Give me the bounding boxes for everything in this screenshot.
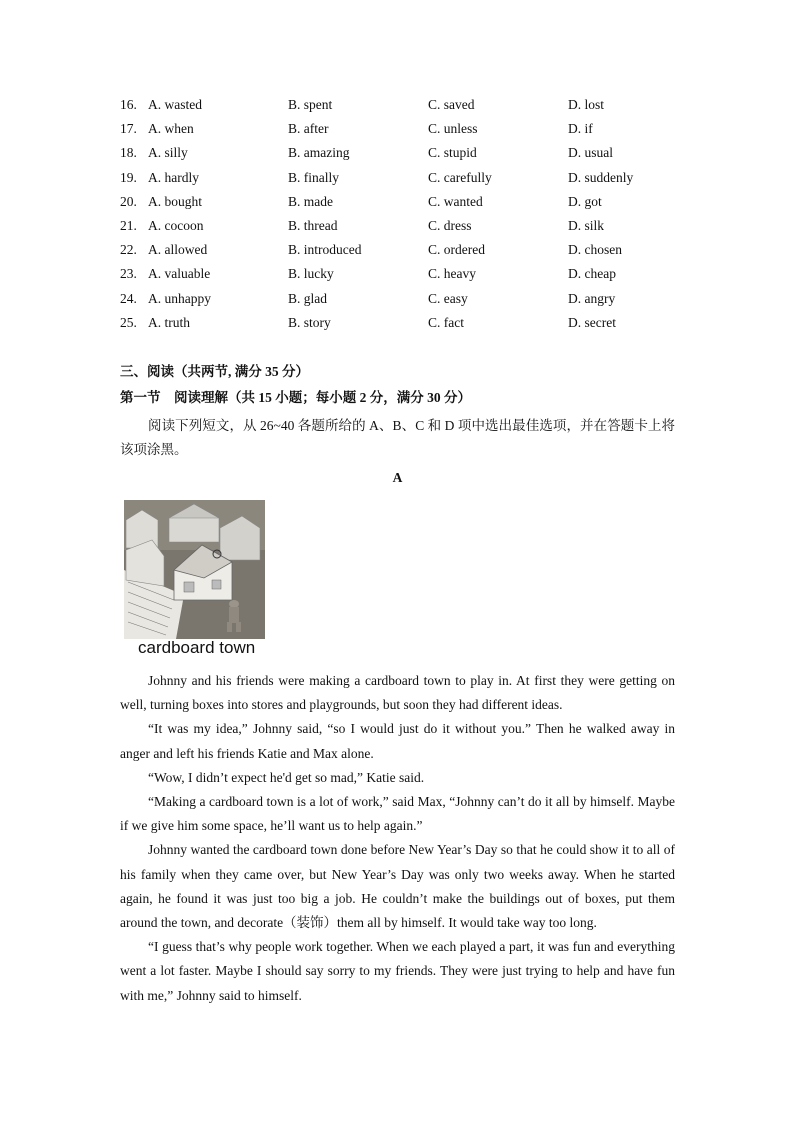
option-d: D. silk <box>568 217 605 233</box>
passage-paragraph: Johnny and his friends were making a cardboard town to play in. At first they were getting on well, turning boxes into stores and playgrounds, but soon they had different ideas. <box>120 673 675 713</box>
option-b: B. story <box>288 314 331 330</box>
option-row-25 <box>120 313 680 337</box>
option-row-20 <box>120 192 680 216</box>
instruction-text: 阅读下列短文，从 26~40 各题所给的 A、B、C 和 D 项中选出最佳选项，并在答题卡上将该项涂黑。 <box>120 418 675 457</box>
cardboard-town-photo <box>124 500 265 639</box>
passage-paragraph: “I guess that’s why people work together. When we each played a part, it was fun and everything went a lot faster. Maybe I should say sorry to my friends. They were just trying to help and have fun with me,” Johnny said to himself. <box>120 939 675 1003</box>
section-heading: 三、阅读（共两节, 满分 35 分） <box>120 364 309 379</box>
reading-passage <box>120 669 675 1008</box>
option-c: C. stupid <box>428 145 477 161</box>
question-number: 21. <box>120 217 137 233</box>
passage-paragraph: “Wow, I didn’t expect he'd get so mad,” Katie said. <box>148 769 425 785</box>
option-b: B. spent <box>288 97 333 112</box>
question-number: 17. <box>120 121 137 137</box>
option-a: A. hardly <box>148 169 199 185</box>
option-b: B. made <box>288 193 333 209</box>
option-a: A. silly <box>148 145 188 161</box>
option-row-16 <box>120 95 680 119</box>
option-b: B. finally <box>288 169 339 185</box>
option-a: A. cocoon <box>148 217 204 233</box>
option-c: C. dress <box>428 217 472 233</box>
answer-options-list <box>120 95 680 337</box>
option-d: D. usual <box>568 145 613 161</box>
option-d: D. got <box>568 193 602 209</box>
option-a: A. bought <box>148 193 202 209</box>
option-b: B. introduced <box>288 242 362 258</box>
option-a: A. wasted <box>148 97 202 112</box>
question-number: 23. <box>120 266 137 282</box>
question-number: 16. <box>120 97 137 112</box>
option-d: D. cheap <box>568 266 616 282</box>
option-b: B. amazing <box>288 145 350 161</box>
passage-paragraph: “Making a cardboard town is a lot of work,” said Max, “Johnny can’t do it all by himself. Maybe if we give him some space, he’ll want us to help again.” <box>120 794 675 834</box>
option-a: A. when <box>148 121 194 137</box>
question-number: 19. <box>120 169 137 185</box>
passage-label: A <box>392 470 403 485</box>
option-row-18 <box>120 143 680 167</box>
option-d: D. suddenly <box>568 169 634 185</box>
option-c: C. unless <box>428 121 478 137</box>
option-d: D. if <box>568 121 593 137</box>
option-c: C. wanted <box>428 193 483 209</box>
option-a: A. truth <box>148 314 190 330</box>
option-c: C. ordered <box>428 242 485 258</box>
image-caption: cardboard town <box>138 638 256 657</box>
option-row-23 <box>120 264 680 288</box>
option-c: C. heavy <box>428 266 476 282</box>
option-d: D. angry <box>568 290 616 306</box>
question-number: 24. <box>120 290 137 306</box>
option-d: D. lost <box>568 97 605 112</box>
option-d: D. chosen <box>568 242 622 258</box>
question-number: 22. <box>120 242 137 258</box>
option-c: C. easy <box>428 290 468 306</box>
passage-paragraph: Johnny wanted the cardboard town done before New Year’s Day so that he could show it to all of his family when they came over, but New Year’s Day was only two weeks away. When he started again, he found it was just too big a job. He couldn’t make the buildings out of boxes, put them around the town, and decorate（装饰）them all by himself. It would take way too long. <box>120 842 675 931</box>
option-row-24 <box>120 289 680 313</box>
option-row-21 <box>120 216 680 240</box>
option-b: B. glad <box>288 290 327 306</box>
option-c: C. fact <box>428 314 464 330</box>
option-row-19 <box>120 168 680 192</box>
question-number: 25. <box>120 314 137 330</box>
passage-paragraph: “It was my idea,” Johnny said, “so I would just do it without you.” Then he walked away in anger and left his friends Katie and Max alone. <box>120 721 675 761</box>
option-c: C. carefully <box>428 169 492 185</box>
question-number: 18. <box>120 145 137 161</box>
option-row-22 <box>120 240 680 264</box>
option-a: A. unhappy <box>148 290 211 306</box>
part-heading: 第一节 阅读理解（共 15 小题；每小题 2 分，满分 30 分） <box>120 390 471 405</box>
option-b: B. after <box>288 121 329 137</box>
option-b: B. thread <box>288 217 338 233</box>
option-a: A. valuable <box>148 266 211 282</box>
option-b: B. lucky <box>288 266 334 282</box>
option-row-17 <box>120 119 680 143</box>
option-d: D. secret <box>568 314 616 330</box>
option-c: C. saved <box>428 97 475 112</box>
question-number: 20. <box>120 193 137 209</box>
option-a: A. allowed <box>148 242 208 258</box>
